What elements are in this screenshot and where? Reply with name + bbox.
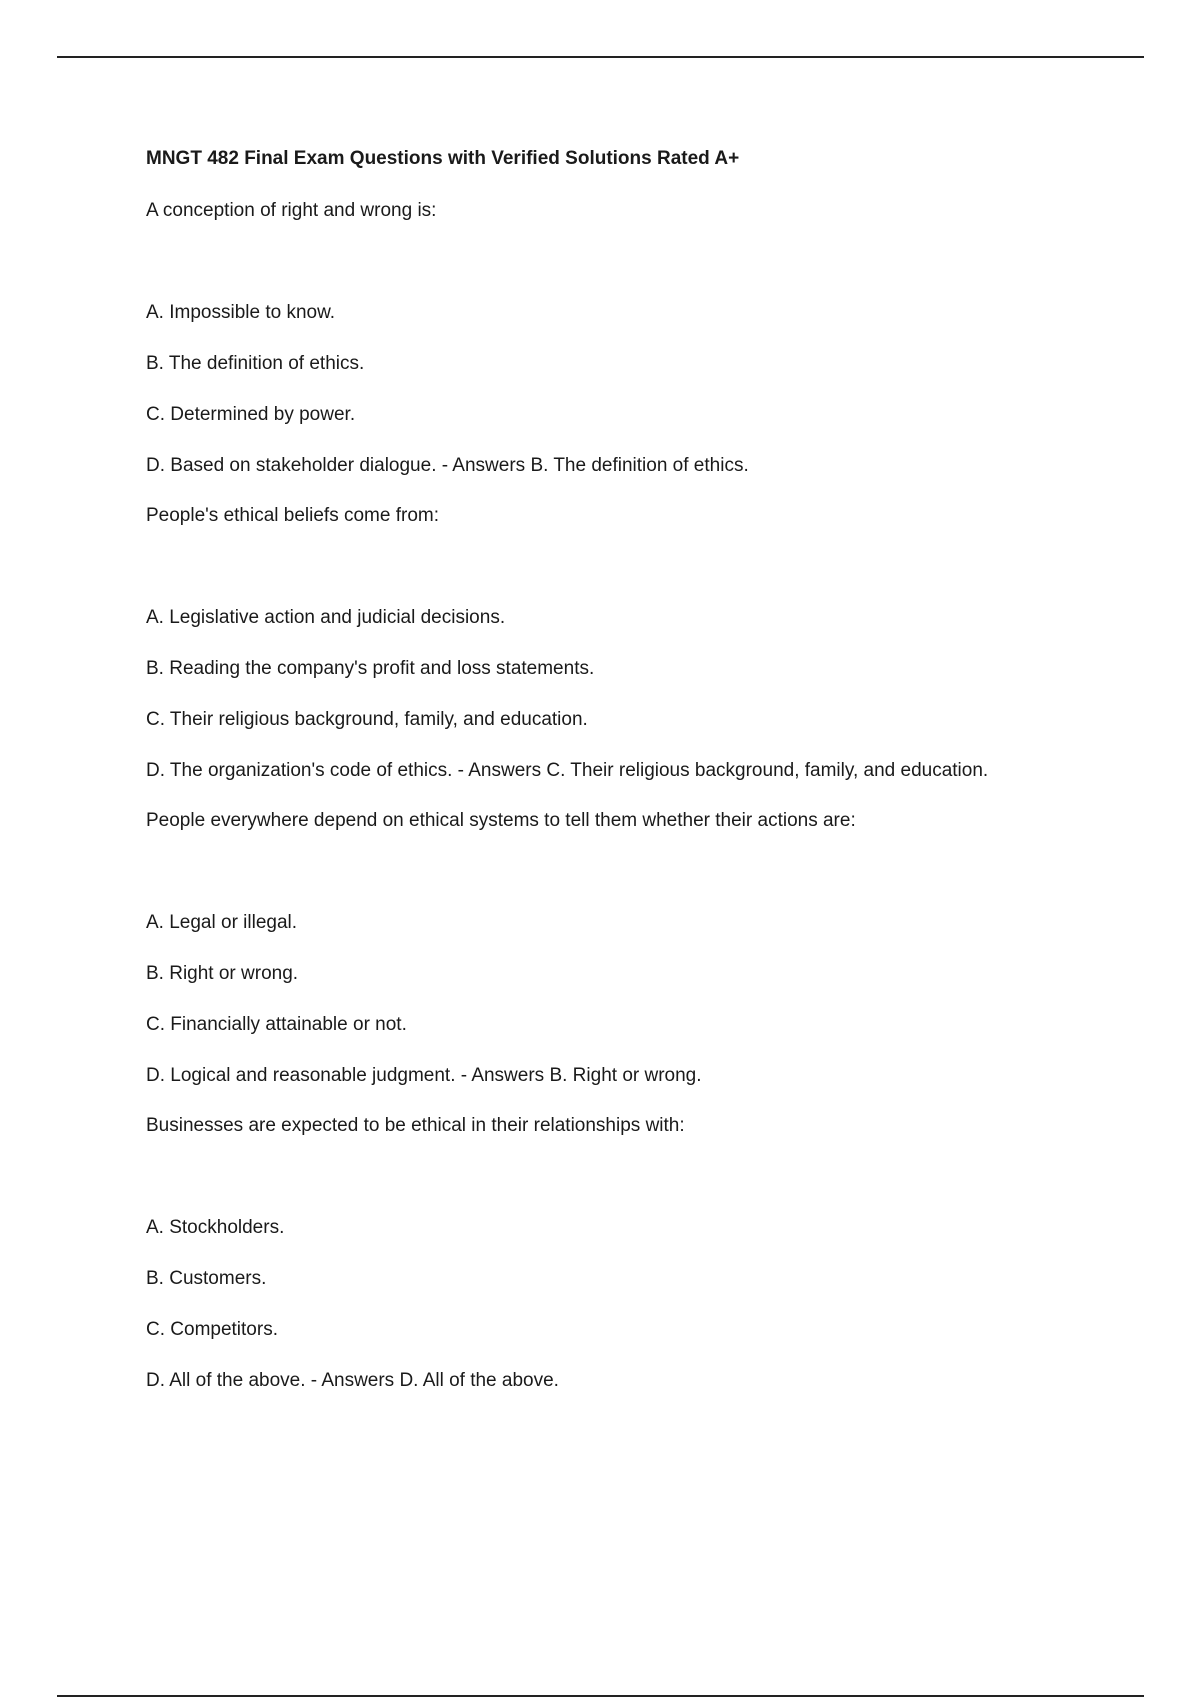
question-2 xyxy=(146,501,1096,786)
question-prompt: People's ethical beliefs come from: xyxy=(146,505,439,526)
document-body xyxy=(146,144,1096,1416)
option-c: C. Financially attainable or not. xyxy=(146,1014,407,1035)
option-a: A. Impossible to know. xyxy=(146,302,336,323)
question-prompt: People everywhere depend on ethical systems to tell them whether their actions are: xyxy=(146,810,856,831)
option-b: B. Customers. xyxy=(146,1268,267,1289)
question-spacer xyxy=(146,531,1096,603)
option-a: A. Legal or illegal. xyxy=(146,912,298,933)
option-c: C. Their religious background, family, and education. xyxy=(146,709,588,730)
option-b: B. Reading the company's profit and loss statements. xyxy=(146,658,595,679)
question-prompt: Businesses are expected to be ethical in their relationships with: xyxy=(146,1115,685,1136)
option-a: A. Legislative action and judicial decisions. xyxy=(146,607,506,628)
option-d-with-answer: D. The organization's code of ethics. - Answers C. Their religious background, family, and education. xyxy=(146,760,989,781)
question-spacer xyxy=(146,226,1096,298)
option-c: C. Determined by power. xyxy=(146,404,356,425)
question-3 xyxy=(146,806,1096,1091)
question-4 xyxy=(146,1111,1096,1396)
bottom-rule xyxy=(57,1695,1144,1697)
question-spacer xyxy=(146,1141,1096,1213)
option-d-with-answer: D. All of the above. - Answers D. All of the above. xyxy=(146,1370,559,1391)
question-1 xyxy=(146,196,1096,481)
question-prompt: A conception of right and wrong is: xyxy=(146,200,437,221)
question-spacer xyxy=(146,836,1096,908)
option-b: B. The definition of ethics. xyxy=(146,353,365,374)
option-d-with-answer: D. Logical and reasonable judgment. - Answers B. Right or wrong. xyxy=(146,1065,702,1086)
option-b: B. Right or wrong. xyxy=(146,963,299,984)
option-c: C. Competitors. xyxy=(146,1319,278,1340)
top-rule xyxy=(57,56,1144,58)
option-d-with-answer: D. Based on stakeholder dialogue. - Answers B. The definition of ethics. xyxy=(146,455,749,476)
document-title: MNGT 482 Final Exam Questions with Verified Solutions Rated A+ xyxy=(146,148,740,169)
option-a: A. Stockholders. xyxy=(146,1217,285,1238)
